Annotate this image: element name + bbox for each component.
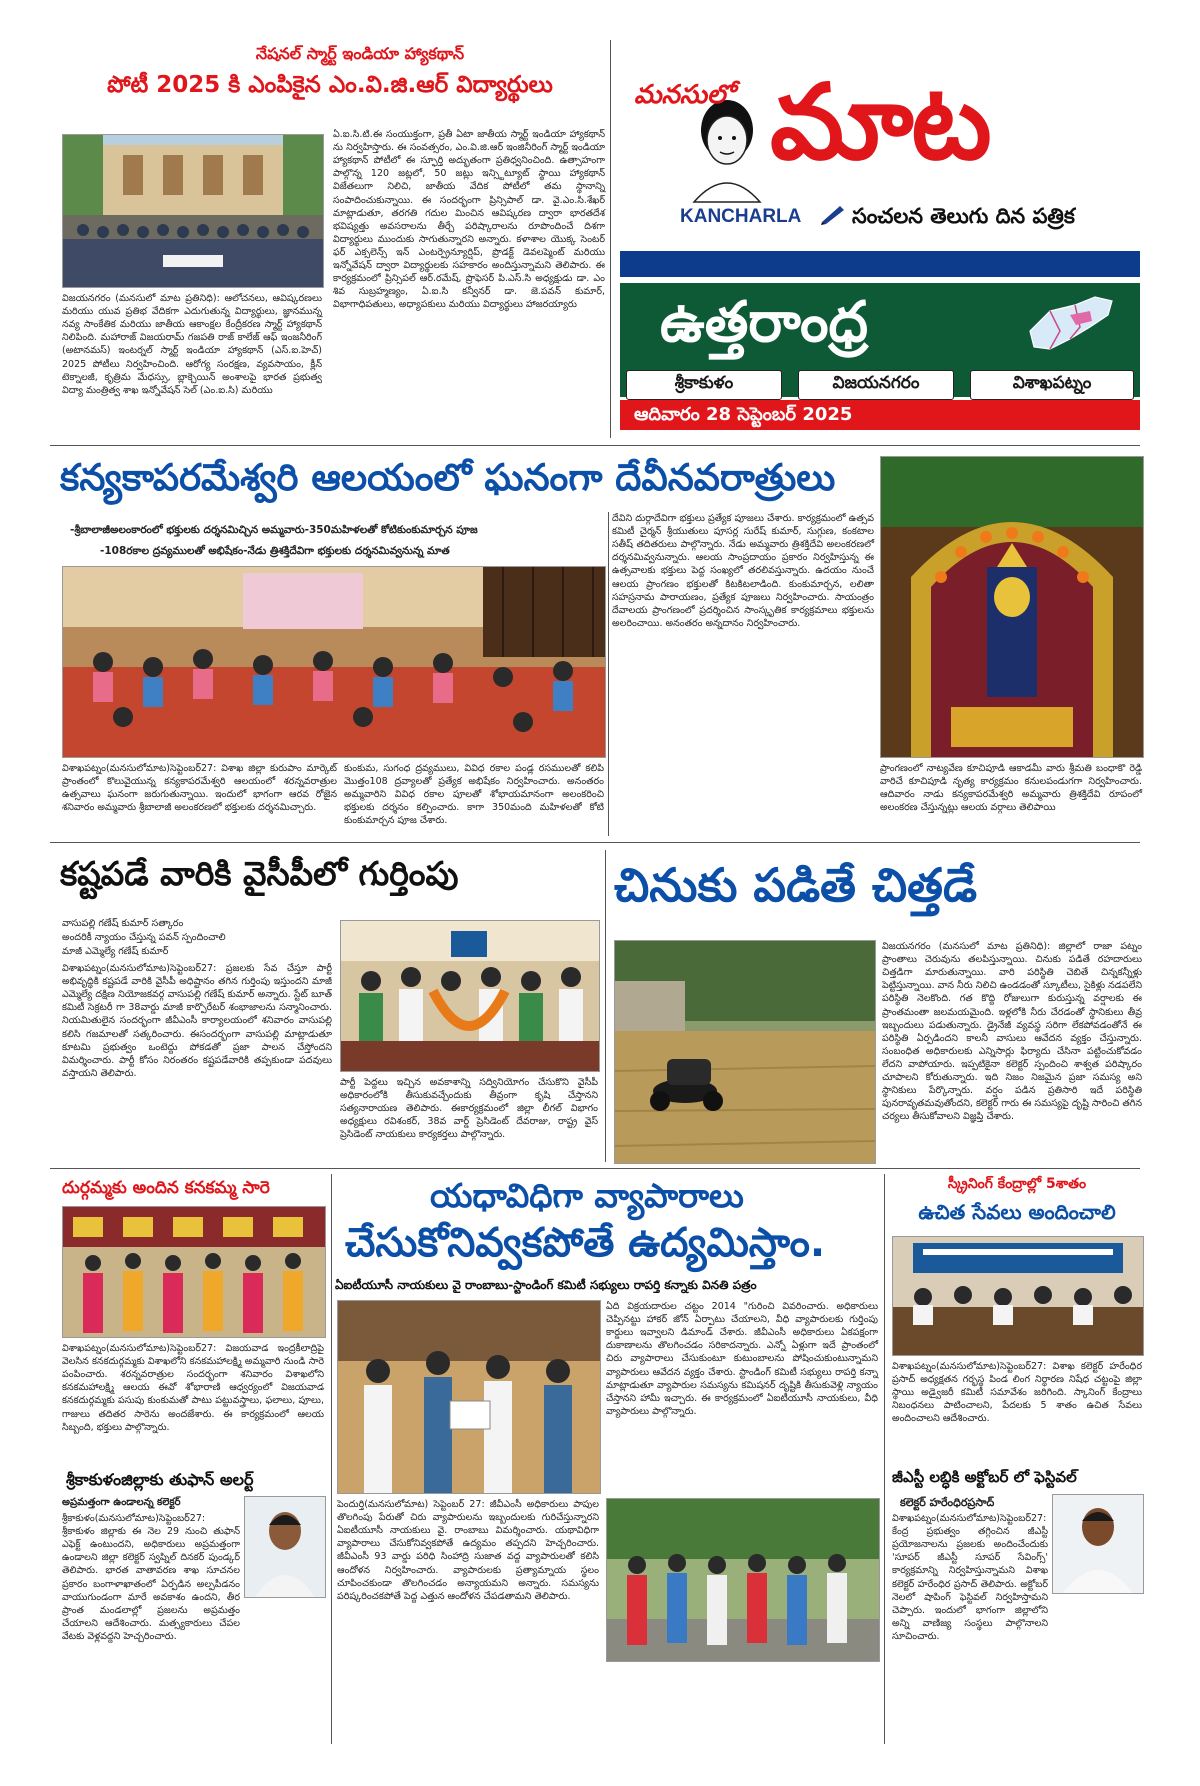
cyclone-alert-kicker: అప్రమత్తంగా ఉండాలన్న కలెక్టర్ — [62, 1497, 181, 1508]
tagline: సంచలన తెలుగు దిన పత్రిక — [852, 204, 1075, 228]
district-collector-portrait — [1052, 1494, 1144, 1594]
column-divider — [884, 1174, 885, 1744]
pen-icon — [820, 202, 848, 226]
logo-top-text: మనసులో — [634, 80, 734, 110]
deity-photo-caption: ప్రాంగణంలో నాట్యవేణ కూచిపూడి ఆకాడమీ వారు శ్రీమతి బంధాకొ రెడ్డి వారిచే కూచిపూడి నృత్య కార్యక్రమం కనులపండుగగా నిర్వహించారు. ఆదివారం నాడు కన్యకాపరమేశ్వరి అమ్మవారు త్రిశక్తిదేవి రూపంలో అలంకరణ చేస్తున్నట్లు ఆలయ వర్గాలు తెలిపాయి — [880, 763, 1146, 814]
ysrcp-felicitation-photo — [340, 920, 600, 1072]
gst-festival-headline: జీఎస్టీ లబ్ధికి అక్టోబర్ లో ఫెస్టివల్ — [892, 1468, 1077, 1486]
ysrcp-body: విశాఖపట్నం(మనసులోమాట)సెప్టెంబర్27: ప్రజలకు సేవ చేస్తూ పార్టీ అభివృద్ధికి కష్టపడే వారికి వైసీపీ అధిష్టానం తగిన గుర్తింపు ఇస్తుందని మాజీ ఎమ్మెల్యే దక్షిణ నియోజకవర్గ వాసుపల్లి గణేష్ కుమార్ అన్నారు. స్టేట్ బూత్ కమిటీ సెక్రటరీ గా 38వార్డు మాజీ కార్పొరేటర్ శంభాజాలను సన్మానించారు. నియమితులైన సందర్భంగా జీవీఎంసీ కార్యాలయంలో శనివారం వాసుపల్లి కలిసి గజమాలతో సత్కరించారు. ఈసందర్భంగా వాసుపల్లి మాట్లాడుతూ కూటమి ప్రభుత్వం ఒంటెద్దు పోకడతో ప్రజా పాలన చేస్తోందని విమర్శించారు. పార్టీ కోసం నిరంతరం కష్టపడేవారికి తప్పకుండా పదవులు వస్తాయని తెలిపారు. — [62, 963, 336, 1079]
district-vizianagaram: విజయనగరం — [798, 370, 954, 400]
ysrcp-photo-caption: పార్టీ పెద్దలు ఇచ్చిన అవకాశాన్ని సద్వినియోగం చేసుకొని వైసీపీ అధికారంలోకి తీసుకువచ్చేందుకు తీవ్రంగా కృషి చేస్తానని సత్యనారాయణ తెలిపారు. ఈకార్యక్రమంలో జిల్లా లీగల్ విభాగం అధ్యక్షులు రవిశంకర్, 38వ వార్డ్ ప్రెసిడెంట్ దేవరాజు, రాష్ట్ర వైస్ ప్రెసిడెంట్ నాయకులు కార్యకర్తలు పాల్గొన్నారు. — [340, 1077, 602, 1141]
vendors-headline-1: యధావిధిగా వ్యాపారాలు — [430, 1176, 744, 1215]
ysrcp-bullet-2: అందరికీ న్యాయం చేస్తున్న పవన్ స్పందించాలి — [62, 932, 226, 943]
screening-meeting-photo — [892, 1236, 1144, 1356]
ysrcp-headline: కష్టపడే వారికి వైసీపీలో గుర్తింపు — [60, 854, 459, 893]
column-divider — [331, 1174, 332, 1744]
cyclone-alert-headline: శ్రీకాకుళంజిల్లాకు తుఫాన్ అలర్ట్ — [66, 1470, 254, 1489]
hackathon-body-right: ఏ.ఐ.సి.టి.ఈ సంయుక్తంగా, ప్రతీ ఏటా జాతీయ స్మార్ట్ ఇండియా హ్యాకథాన్ ను నిర్వహిస్తారు. ఈ సంవత్సరం, ఎం.వి.జి.ఆర్ ఇంజినీరింగ్ స్మార్ట్ ఇండియా హ్యాకథాన్ పోటీలో ఈ స్ఫూర్తి అద్భుతంగా ప్రతిధ్వనించింది. ఉత్సాహంగా పాల్గొన్న 120 జట్లలో, 50 జట్లు ఇన్స్టిట్యూట్ స్థాయి హ్యాకథాన్ విజేతలుగా నిలిచి, జాతీయ వేదిక పోటీలో తమ స్థానాన్ని సంపాదించుకున్నాయి. ఈ సందర్భంగా ప్రిన్సిపాల్ డా. వై.ఎం.సి.శేఖర్ మాట్లాడుతూ, తరగతి గదుల మించిన ఆవిష్కరణ ద్వారా భారతదేశ భవిష్యత్తు అవసరాలను తీర్చే పరిష్కారాలను రూపొందించే దిశగా విద్యార్థులు ముందుకు సాగుతున్నారని అన్నారు. కళాశాల యొక్క సెంటర్ ఫర్ ఎక్సలెన్స్ ఇన్ ఎంటర్ప్రెన్యూర్షిప్, ప్రొడక్ట్ డెవలప్మెంట్ మరియు ఇన్నోవేషన్ ద్వారా విద్యార్థులకు సహకారం అందిస్తున్నామని తెలిపారు. ఈ కార్యక్రమంలో ప్రిన్సిపల్ ఆర్.రమేష్, ప్రొఫెసర్ పి.ఎస్.సి అధ్యక్షుడు డా. ఎం శివ సుబ్రహ్మణ్యం, ఏ.ఐ.సి కన్వీనర్ డా. జె.పవన్ కుమార్, విభాగాధిపతులు, అధ్యాపకులు మరియు విద్యార్థులు హాజరయ్యారు — [333, 129, 609, 311]
vendors-headline-2: చేసుకోనివ్వకపోతే ఉద్యమిస్తాం. — [345, 1220, 826, 1266]
district-srikakulam: శ్రీకాకుళం — [626, 370, 782, 400]
hackathon-kicker: నేషనల్ స్మార్ట్ ఇండియా హ్యాకథాన్ — [255, 44, 465, 63]
gst-festival-body: విశాఖపట్నం(మనసులోమాట)సెప్టెంబర్27: కేంద్ర ప్రభుత్వం తగ్గించిన జీఎస్టీ ప్రయోజనాలను ప్రజలకు అందించేందుకు 'సూపర్ జీఎస్టీ సూపర్ సేవింగ్స్' కార్యక్రమాన్ని నిర్వహిస్తున్నామని విశాఖ కలెక్టర్ హరేంధిర ప్రసాద్ తెలిపారు. అక్టోబర్ నెలలో షాపింగ్ ఫెస్టివల్ నిర్వహిస్తామని చెప్పారు. ఇందులో భాగంగా జిల్లాలోని అన్ని వాణిజ్య సంస్థలు పాల్గొనాలని సూచించారు. — [892, 1513, 1052, 1642]
durgamma-procession-photo — [62, 1206, 326, 1338]
waterlogged-street-photo — [614, 940, 876, 1164]
vendors-body: ఏది విక్రయదారుల చట్టం 2014 "గురించి వివరించారు. అధికారులు చెప్పినట్టు హాకర్ జోన్ ఏర్పాటు చేయాలని, వీధి వ్యాపారులకు గుర్తింపు కార్డులు ఇవ్వాలని డిమాండ్ చేశారు. జీవీఎంసీ అధికారులు ఏకపక్షంగా దుకాణాలను తొలగించడం సరికాదన్నారు. ఎన్నో ఏళ్లుగా ఇదే ప్రాంతంలో చిరు వ్యాపారాలు చేసుకుంటూ కుటుంబాలను పోషించుకుంటున్నామని వ్యాపారులు ఆవేదన వ్యక్తం చేశారు. స్టాండింగ్ కమిటీ సభ్యులు రాపర్తి కన్నా మాట్లాడుతూ వ్యాపారుల సమస్యను కమిషనర్ దృష్టికి తీసుకువెళ్లి న్యాయం చేస్తానని హామీ ఇచ్చారు. ఈ కార్యక్రమంలో ఏఐటీయూసీ నాయకులు, వీధి వ్యాపారులు పాల్గొన్నారు. — [606, 1301, 882, 1417]
durgamma-headline: దుర్గమ్మకు అందిన కనకమ్మ సారె — [62, 1178, 270, 1198]
vendors-caption: పెందుర్తి(మనసులోమాట) సెప్టెంబర్ 27: జీవీఎంసీ అధికారులు పాపుల తొలగింపు పేరుతో చిరు వ్యాపారులను ఇబ్బందులకు గురిచేస్తున్నారని ఏఐటీయూసీ నాయకులు వై. రాంబాబు విమర్శించారు. యథావిధిగా వ్యాపారాలు చేసుకోనివ్వకపోతే ఉద్యమం తప్పదని హెచ్చరించారు. జీవీఎంసీ 93 వార్డు పరిధి సింహాద్రి సుజాత వద్ద వ్యాపారులతో కలిసి ఆందోళన నిర్వహించారు. వ్యాపారులకు ప్రత్యామ్నాయ స్థలం చూపించకుండా తొలగించడం అన్యాయమని అన్నారు. సమస్యను పరిష్కరించకపోతే పెద్ద ఎత్తున ఆందోళన చేపడతామని తెలిపారు. — [337, 1499, 603, 1602]
navaratri-caption-left: విశాఖపట్నం(మనసులోమాట)సెప్టెంబర్27: విశాఖ జిల్లా కురుపాం మార్కెట్ ప్రాంతంలో కొలువైయున్న కన్యకాపరమేశ్వరి ఆలయంలో శరన్నవరాత్రుల ఉత్సవాలు ఘనంగా జరుగుతున్నాయి. ఇందులో భాగంగా ఆరవ రోజైన శనివారం అమ్మవారు శ్రీబాలాజీ అలంకరణలో భక్తులకు దర్శనమిచ్చారు. — [62, 763, 341, 814]
screening-body: విశాఖపట్నం(మనసులోమాట)సెప్టెంబర్27: విశాఖ కలెక్టర్ హరేంధిర ప్రసాద్ అధ్యక్షతన గర్భస్థ పిండ లింగ నిర్ధారణ నిషేధ చట్టంపై జిల్లా స్థాయి అడ్వైజరీ కమిటీ సమావేశం జరిగింది. స్కానింగ్ కేంద్రాలు నిబంధనలు పాటించాలని, పేదలకు 5 శాతం ఉచిత సేవలు అందించాలని ఆదేశించారు. — [892, 1361, 1146, 1425]
district-row — [620, 367, 1140, 397]
vendors-petition-photo — [337, 1300, 601, 1494]
navaratri-body: దేవిని దుర్గాదేవిగా భక్తులు ప్రత్యేక పూజలు చేశారు. కార్యక్రమంలో ఉత్సవ కమిటీ చైర్మన్ శ్రీయుతులు పూసర్ల సురేష్ కుమార్, సుగ్గుణ, కంకటాల సతీష్ తదితరులు పాల్గొన్నారు. నేడు అమ్మవారు త్రిశక్తిదేవి అలంకరణలో దర్శనమివ్వనున్నారు. ఆలయ సాంప్రదాయం ప్రకారం నిర్వహిస్తున్న ఈ ఉత్సవాలకు భక్తులు పెద్ద సంఖ్యలో తరలివస్తున్నారు. ఉదయం నుంచే ఆలయ ప్రాంగణం భక్తులతో కిటకిటలాడింది. కుంకుమార్చన, లలితా సహస్రనామ పారాయణం, ప్రత్యేక పూజలు నిర్వహించారు. సాయంత్రం దేవాలయ ప్రాంగణంలో ప్రదర్శించిన సాంస్కృతిక కార్యక్రమాలు భక్తులను అలరించాయి. అనంతరం అన్నదానం నిర్వహించారు. — [612, 513, 878, 629]
rain-headline: చినుకు పడితే చిత్తడే — [614, 858, 977, 912]
navaratri-puja-photo — [62, 566, 606, 758]
section-divider — [50, 1168, 1140, 1169]
vendors-subhead: ఏఐటీయూసీ నాయకులు వై రాంబాబు-స్టాండింగ్ కమిటీ సభ్యులు రాపర్తి కన్నాకు వినతి పత్రం — [335, 1278, 757, 1292]
publisher-name: KANCHARLA — [680, 206, 802, 227]
ysrcp-bullet-3: మాజీ ఎమ్మెల్యే గణేష్ కుమార్ — [62, 946, 169, 957]
date-bar — [620, 400, 1140, 430]
column-divider — [610, 40, 611, 438]
cyclone-alert-body: శ్రీకాకుళం(మనసులోమాట)సెప్టెంబర్27: శ్రీకాకుళం జిల్లాకు ఈ నెల 29 నుంచి తుఫాన్ ఎఫెక్ట్ ఉంటుందని, అధికారులు అప్రమత్తంగా ఉండాలని జిల్లా కలెక్టర్ స్వప్నిల్ దినకర్ పుండ్కర్ తెలిపారు. భారత వాతావరణ శాఖ సూచనల ప్రకారం బంగాళాఖాతంలో ఏర్పడిన అల్పపీడనం వాయుగుండంగా మారే అవకాశం ఉందని, తీర ప్రాంత మండలాల్లో ప్రజలను అప్రమత్తం చేయాలని ఆదేశించారు. మత్స్యకారులు చేపల వేటకు వెళ్లవద్దని హెచ్చరించారు. — [62, 1513, 244, 1642]
masthead — [620, 40, 1140, 440]
navaratri-headline: కన్యకాపరమేశ్వరి ఆలయంలో ఘనంగా దేవీనవరాత్రులు — [60, 456, 836, 499]
section-divider — [50, 842, 1140, 843]
section-divider — [50, 445, 1140, 446]
edition-panel — [620, 283, 1140, 367]
rain-body: విజయనగరం (మనసులో మాట ప్రతినిధి): జిల్లాలో రాజా పట్నం ప్రాంతాలు చెరువును తలపిస్తున్నాయి. చినుకు పడితే రహదారులు చిత్తడిగా మారుతున్నాయి. వారి పరిస్థితి చెబితే చిన్నకన్నీళ్లు పెట్టిస్తున్నాయి. వాన నీరు నిలిచి ఉండడంతో స్కూటీలు, సైకిళ్లు నడపలేని పరిస్థితి నెలకొంది. గత కొద్ది రోజులుగా కురుస్తున్న వర్షాలకు ఈ ప్రాంతమంతా జలమయమైంది. ఇళ్లలోకి నీరు చేరడంతో స్థానికులు తీవ్ర ఇబ్బందులు పడుతున్నారు. డ్రైనేజీ వ్యవస్థ సరిగా లేకపోవడంతోనే ఈ పరిస్థితి ఏర్పడిందని కాలనీ వాసులు ఆవేదన వ్యక్తం చేస్తున్నారు. సంబంధిత అధికారులకు ఎన్నిసార్లు ఫిర్యాదు చేసినా పట్టించుకోవడం లేదని వాపోయారు. ఇప్పటికైనా కలెక్టర్ స్పందించి శాశ్వత పరిష్కారం చూపాలని కోరుతున్నారు. ఇది నిజం నిజమైన ప్రజా సమస్య అని స్థానికులు పేర్కొన్నారు. వర్షం పడిన ప్రతిసారి ఇదే పరిస్థితి పునరావృతమవుతోందని, కలెక్టర్ గారు ఈ సమస్యపై దృష్టి సారించి తగిన చర్యలు తీసుకోవాలని విజ్ఞప్తి చేశారు. — [882, 941, 1146, 1123]
column-divider — [605, 850, 606, 1162]
hackathon-body-left: విజయనగరం (మనసులో మాట ప్రతినిధి): ఆలోచనలు, ఆవిష్కరణలు మరియు యువ ప్రతిభ వేదికగా ఎదుగుతున్న విద్యార్థులు, జ్ఞానమున్న నవ్య సాంకేతిక మరియు జాతీయ ఆకాంక్షల కేంద్రీకరణ స్మార్ట్ హ్యాకథాన్ నిలిపింది. మహారాజ్ విజయరామ్ గజపతి రాజ్ కాలేజ్ ఆఫ్ ఇంజనీరింగ్ (అటానమస్) ఇంటర్నల్ స్మార్ట్ ఇండియా హ్యాకథాన్ (ఎస్.ఐ.హెచ్) 2025 పోటీలు నిర్వహించింది. ఆరోగ్య సంరక్షణ, వ్యవసాయం, క్లీన్ టెక్నాలజీ, కృత్రిమ మేధస్సు, బ్లాక్చెయిన్ అంశాలపై భారత ప్రభుత్వ విద్యా మంత్రిత్వ శాఖ ఇన్నోవేషన్ సెల్ (ఎం.ఐ.సి) మరియు — [62, 293, 326, 396]
issue-date: ఆదివారం 28 సెప్టెంబర్ 2025 — [634, 404, 853, 425]
logo-main-text: మాట — [770, 61, 990, 183]
hackathon-headline: పోటీ 2025 కి ఎంపికైన ఎం.వి.జి.ఆర్ విద్యార్థులు — [107, 72, 553, 98]
vendors-protest-photo — [606, 1498, 880, 1662]
durgamma-body: విశాఖపట్నం(మనసులోమాట)సెప్టెంబర్27: విజయవాడ ఇంద్రకీలాద్రిపై వెలసిన కనకదుర్గమ్మకు విశాఖలోని కనకమహాలక్ష్మి అమ్మవారి నుండి సారె పంపించారు. శరన్నవరాత్రుల సందర్భంగా శనివారం విశాఖలోని కనకమహాలక్ష్మి ఆలయ ఈవో శోభారాణి ఆధ్వర్యంలో విజయవాడ కనకదుర్గమ్మకు పసుపు కుంకుమతో పాటు పట్టువస్త్రాలు, ఫలాలు, పూలు, గాజులు తదితర సారెను అందజేశారు. ఈ కార్యక్రమంలో ఆలయ సిబ్బంది, భక్తులు పాల్గొన్నారు. — [62, 1343, 328, 1433]
collector-portrait — [244, 1496, 326, 1598]
deity-photo — [880, 456, 1144, 758]
edition-title: ఉత్తరాంధ్ర — [660, 290, 869, 355]
masthead-blue-bar — [620, 251, 1140, 277]
navaratri-subhead-1: -శ్రీబాలాజీఅలంకారంలో భక్తులకు దర్శనమిచ్చిన అమ్మవారు-350మహిళలతో కోటికుంకుమార్చన పూజ — [70, 524, 478, 536]
ysrcp-bullet-1: వాసుపల్లి గణేష్ కుమార్ సత్కారం — [62, 918, 184, 929]
screening-kicker: స్క్రీనింగ్ కేంద్రాల్లో 5శాతం — [947, 1176, 1087, 1192]
column-divider — [608, 512, 609, 836]
screening-headline: ఉచిత సేవలు అందించాలి — [918, 1200, 1116, 1224]
district-visakhapatnam: విశాఖపట్నం — [970, 370, 1134, 400]
map-icon — [1020, 291, 1120, 359]
gst-festival-kicker: కలెక్టర్ హరేంధిరప్రసాద్ — [900, 1496, 995, 1509]
navaratri-subhead-2: -108రకాల ద్రవ్యములతో అభిషేకం-నేడు త్రిశక్తిదేవిగా భక్తులకు దర్శనమివ్వనున్న మాత — [100, 545, 450, 557]
navaratri-caption-mid: కుంకుమ, సుగంధ ద్రవ్యములు, వివిధ రకాల పండ్ల రసములతో కలిపి మొత్తం108 ద్రవ్యాలతో ప్రత్యేక అభిషేకం నిర్వహించారు. అనంతరం అమ్మవారిని వివిధ రకాల పూలతో శోభాయమానంగా అలంకరించి భక్తులకు దర్శనం కల్పించారు. కాగా 350మంది మహిళలతో కోటి కుంకుమార్చన పూజ చేశారు. — [344, 763, 608, 827]
hackathon-group-photo — [62, 134, 324, 288]
